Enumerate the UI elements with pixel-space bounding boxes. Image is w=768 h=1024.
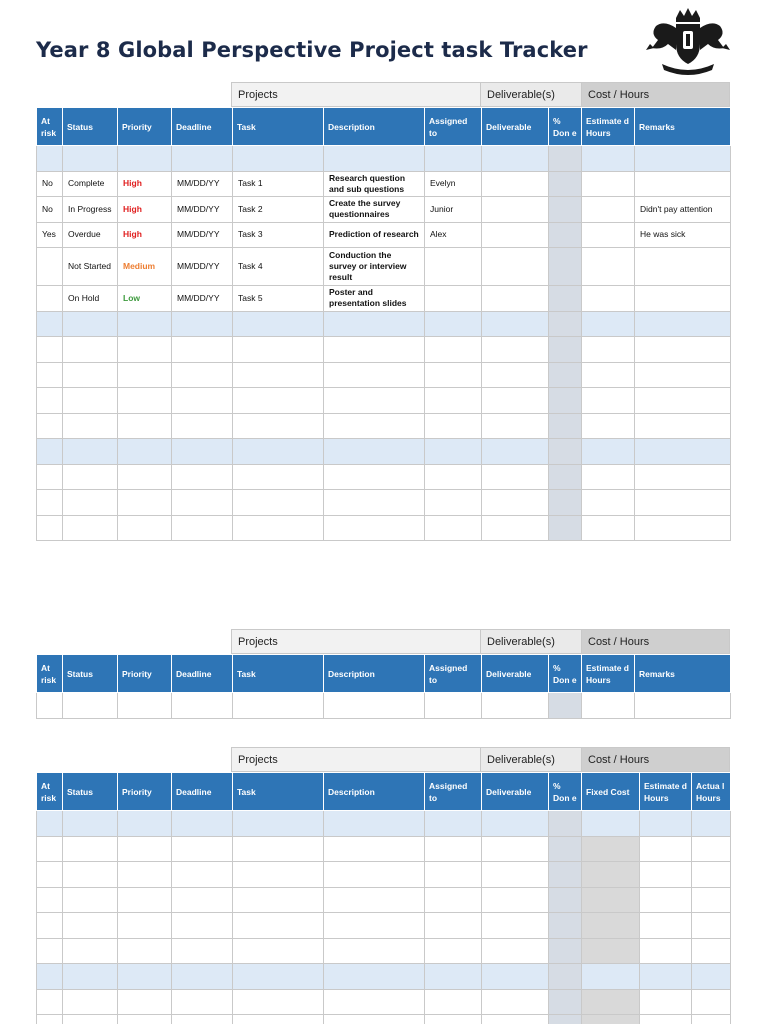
group-projects: Projects	[231, 82, 480, 107]
col-estimated-hours: Estimate d Hours	[582, 108, 635, 146]
cell-pct-done[interactable]	[549, 222, 582, 248]
band-row	[37, 146, 731, 172]
cell-priority[interactable]: High	[118, 197, 172, 223]
col-description: Description	[324, 108, 425, 146]
cell-status[interactable]: Overdue	[63, 222, 118, 248]
col-assigned-to: Assigned to	[425, 108, 482, 146]
cell-deadline[interactable]: MM/DD/YY	[172, 248, 233, 286]
group-header-row	[36, 747, 730, 772]
cell-priority[interactable]: Medium	[118, 248, 172, 286]
band-row	[37, 311, 731, 337]
cell-at-risk[interactable]	[37, 286, 63, 312]
empty-row[interactable]	[37, 1015, 731, 1024]
col-priority: Priority	[118, 773, 172, 811]
col-task: Task	[233, 655, 324, 693]
empty-row[interactable]	[37, 388, 731, 414]
group-deliverables: Deliverable(s)	[480, 82, 581, 107]
col-at-risk: At risk	[37, 108, 63, 146]
cell-deliverable[interactable]	[482, 286, 549, 312]
cell-priority[interactable]: High	[118, 222, 172, 248]
band-row	[37, 811, 731, 837]
task-row[interactable]	[37, 171, 731, 197]
col-status: Status	[63, 773, 118, 811]
cell-assigned-to[interactable]	[425, 286, 482, 312]
cell-deadline[interactable]: MM/DD/YY	[172, 171, 233, 197]
cell-estimated-hours[interactable]	[582, 286, 635, 312]
cell-pct-done[interactable]	[549, 171, 582, 197]
empty-row[interactable]	[37, 490, 731, 516]
cell-description[interactable]: Create the survey questionnaires	[324, 197, 425, 223]
empty-row[interactable]	[37, 989, 731, 1015]
school-crest-logo	[642, 4, 734, 76]
col-priority: Priority	[118, 108, 172, 146]
cell-status[interactable]: Not Started	[63, 248, 118, 286]
cell-deliverable[interactable]	[482, 197, 549, 223]
group-deliverables: Deliverable(s)	[480, 629, 581, 654]
task-tracker-second	[36, 629, 730, 719]
column-header-row	[37, 773, 731, 811]
cell-assigned-to[interactable]: Junior	[425, 197, 482, 223]
empty-row[interactable]	[37, 464, 731, 490]
col-status: Status	[63, 108, 118, 146]
col-at-risk: At risk	[37, 655, 63, 693]
column-header-row	[37, 655, 731, 693]
cell-deliverable[interactable]	[482, 171, 549, 197]
task-tracker-cost	[36, 747, 730, 1024]
cell-pct-done[interactable]	[549, 248, 582, 286]
cell-remarks[interactable]	[635, 171, 731, 197]
cell-description[interactable]: Research question and sub questions	[324, 171, 425, 197]
col-remarks: Remarks	[635, 108, 731, 146]
cell-deadline[interactable]: MM/DD/YY	[172, 286, 233, 312]
col-pct-done: % Don e	[549, 773, 582, 811]
cell-estimated-hours[interactable]	[582, 171, 635, 197]
group-projects: Projects	[231, 629, 480, 654]
cell-assigned-to[interactable]	[425, 248, 482, 286]
cost-table	[36, 772, 731, 1024]
group-header-row	[36, 629, 730, 654]
cell-remarks[interactable]: Didn't pay attention	[635, 197, 731, 223]
col-description: Description	[324, 655, 425, 693]
cell-deliverable[interactable]	[482, 248, 549, 286]
cell-description[interactable]: Poster and presentation slides	[324, 286, 425, 312]
col-description: Description	[324, 773, 425, 811]
cell-task[interactable]: Task 2	[233, 197, 324, 223]
col-deliverable: Deliverable	[482, 108, 549, 146]
empty-row[interactable]	[37, 887, 731, 913]
empty-row[interactable]	[37, 362, 731, 388]
col-estimated-hours: Estimate d Hours	[640, 773, 692, 811]
cell-status[interactable]: On Hold	[63, 286, 118, 312]
cell-estimated-hours[interactable]	[582, 197, 635, 223]
band-row	[37, 964, 731, 990]
col-task: Task	[233, 108, 324, 146]
cell-at-risk[interactable]: No	[37, 171, 63, 197]
cell-task[interactable]: Task 5	[233, 286, 324, 312]
col-remarks: Remarks	[635, 655, 731, 693]
cell-remarks[interactable]	[635, 248, 731, 286]
cell-status[interactable]: Complete	[63, 171, 118, 197]
cell-description[interactable]: Conduction the survey or interview result	[324, 248, 425, 286]
empty-row[interactable]	[37, 693, 731, 719]
cell-pct-done[interactable]	[549, 286, 582, 312]
cell-estimated-hours[interactable]	[582, 248, 635, 286]
task-table	[36, 107, 731, 541]
empty-row[interactable]	[37, 913, 731, 939]
cell-deadline[interactable]: MM/DD/YY	[172, 222, 233, 248]
cell-estimated-hours[interactable]	[582, 222, 635, 248]
cell-at-risk[interactable]	[37, 248, 63, 286]
cell-remarks[interactable]	[635, 286, 731, 312]
col-actual-hours: Actua l Hours	[692, 773, 731, 811]
col-pct-done: % Don e	[549, 108, 582, 146]
group-projects: Projects	[231, 747, 480, 772]
col-deadline: Deadline	[172, 108, 233, 146]
task-table	[36, 654, 731, 719]
page-title: Year 8 Global Perspective Project task Tracker	[36, 38, 588, 62]
group-cost-hours: Cost / Hours	[581, 747, 730, 772]
cell-assigned-to[interactable]: Alex	[425, 222, 482, 248]
empty-row[interactable]	[37, 413, 731, 439]
col-priority: Priority	[118, 655, 172, 693]
col-task: Task	[233, 773, 324, 811]
col-deadline: Deadline	[172, 773, 233, 811]
cell-description[interactable]: Prediction of research	[324, 222, 425, 248]
cell-at-risk[interactable]: No	[37, 197, 63, 223]
cell-priority[interactable]: Low	[118, 286, 172, 312]
col-assigned-to: Assigned to	[425, 655, 482, 693]
empty-row[interactable]	[37, 938, 731, 964]
task-row[interactable]	[37, 197, 731, 223]
cell-at-risk[interactable]: Yes	[37, 222, 63, 248]
col-deadline: Deadline	[172, 655, 233, 693]
cell-remarks[interactable]: He was sick	[635, 222, 731, 248]
group-cost-hours: Cost / Hours	[581, 82, 730, 107]
empty-row[interactable]	[37, 515, 731, 541]
task-row[interactable]	[37, 286, 731, 312]
group-cost-hours: Cost / Hours	[581, 629, 730, 654]
col-status: Status	[63, 655, 118, 693]
col-deliverable: Deliverable	[482, 773, 549, 811]
empty-row[interactable]	[37, 836, 731, 862]
task-tracker-main	[36, 82, 730, 541]
band-row	[37, 439, 731, 465]
cell-priority[interactable]: High	[118, 171, 172, 197]
task-row[interactable]	[37, 222, 731, 248]
cell-deadline[interactable]: MM/DD/YY	[172, 197, 233, 223]
col-deliverable: Deliverable	[482, 655, 549, 693]
column-header-row	[37, 108, 731, 146]
col-at-risk: At risk	[37, 773, 63, 811]
col-fixed-cost: Fixed Cost	[582, 773, 640, 811]
empty-row[interactable]	[37, 862, 731, 888]
group-header-row	[36, 82, 730, 107]
cell-task[interactable]: Task 1	[233, 171, 324, 197]
cell-deliverable[interactable]	[482, 222, 549, 248]
task-row[interactable]	[37, 248, 731, 286]
col-estimated-hours: Estimate d Hours	[582, 655, 635, 693]
cell-task[interactable]: Task 3	[233, 222, 324, 248]
cell-status[interactable]: In Progress	[63, 197, 118, 223]
group-deliverables: Deliverable(s)	[480, 747, 581, 772]
cell-task[interactable]: Task 4	[233, 248, 324, 286]
empty-row[interactable]	[37, 337, 731, 363]
cell-pct-done[interactable]	[549, 197, 582, 223]
col-assigned-to: Assigned to	[425, 773, 482, 811]
cell-assigned-to[interactable]: Evelyn	[425, 171, 482, 197]
col-pct-done: % Don e	[549, 655, 582, 693]
